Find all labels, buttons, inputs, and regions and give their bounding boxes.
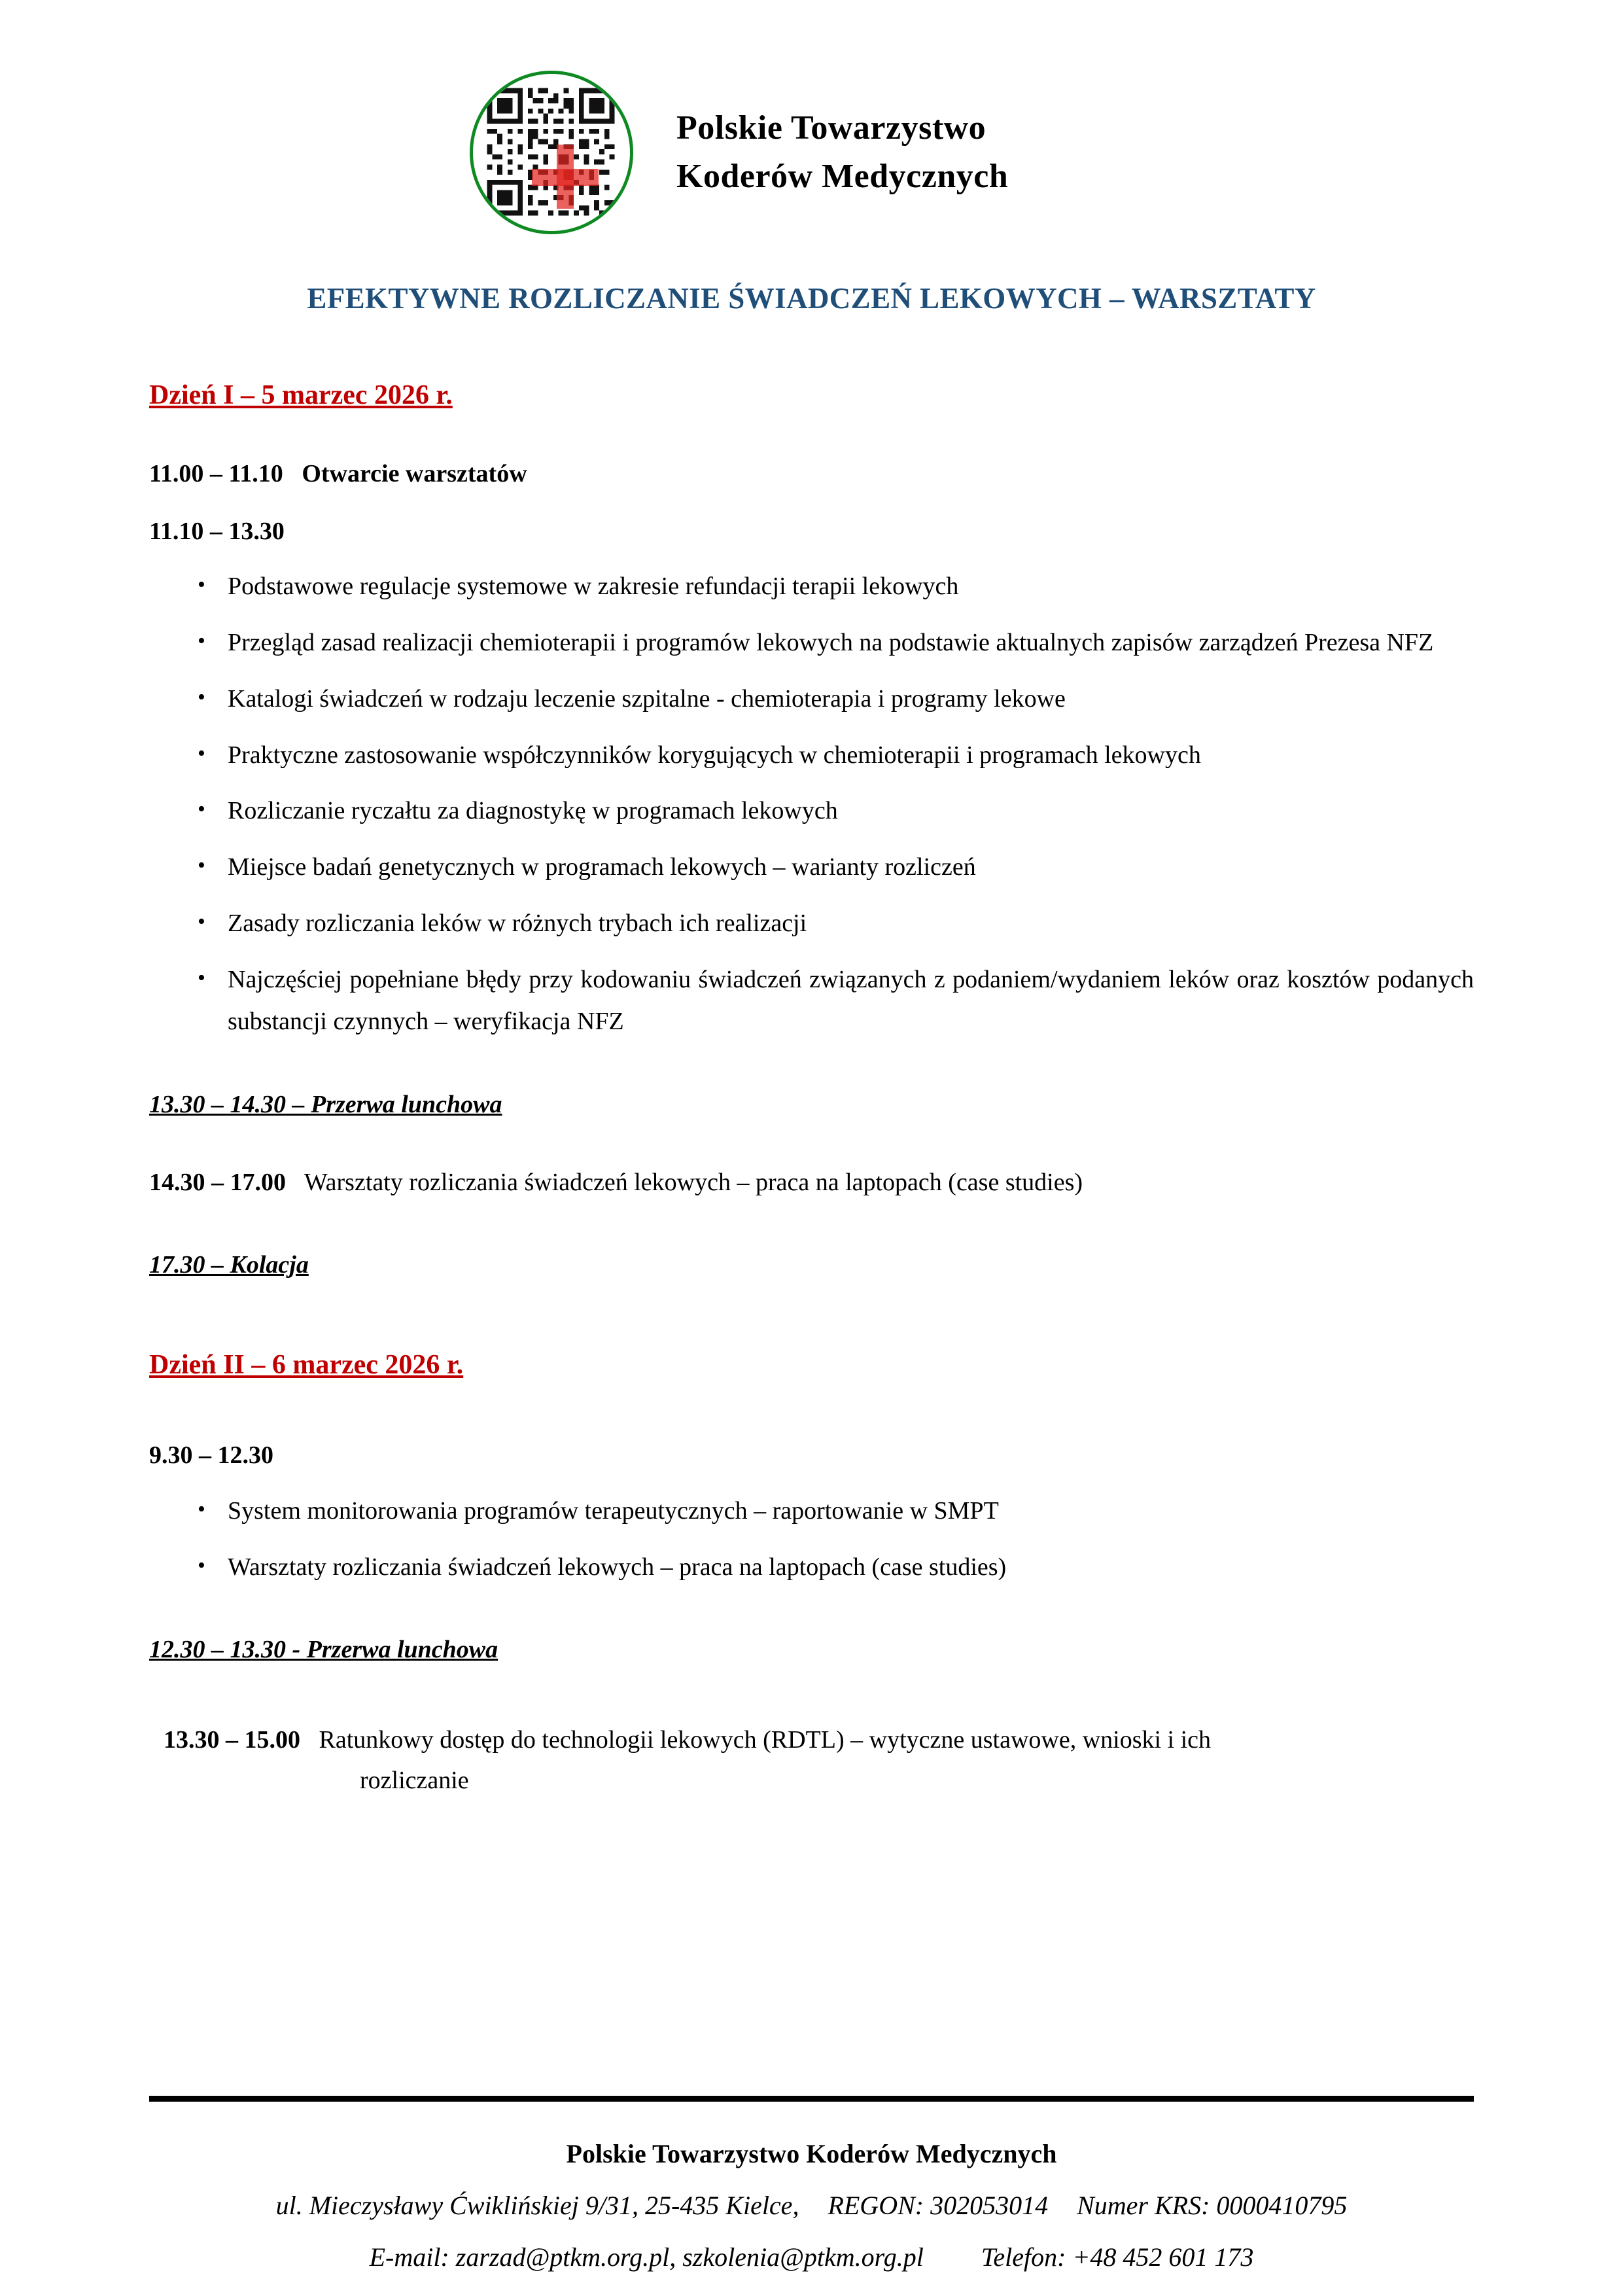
day-1-heading: Dzień I – 5 marzec 2026 r. [149,380,453,410]
day-2-afternoon-slot [149,1720,1474,1801]
footer-phone[interactable]: Telefon: +48 452 601 173 [981,2242,1254,2272]
list-item: • Katalogi świadczeń w rodzaju leczenie szpitalne - chemioterapia i programy lekowe [149,679,1474,720]
day-1-opening-time: 11.00 – 11.10 [149,460,283,488]
day-1-afternoon-time: 14.30 – 17.00 [149,1169,286,1197]
footer-regon: REGON: 302053014 [828,2191,1049,2220]
day-2-morning-slot [149,1436,1474,1476]
day-2-heading: Dzień II – 6 marzec 2026 r. [149,1350,464,1381]
list-item: • System monitorowania programów terapeutycznych – raportowanie w SMPT [149,1491,1474,1532]
logo-oval-border [470,71,633,234]
list-item: • Warsztaty rozliczania świadczeń lekowych – praca na laptopach (case studies) [149,1547,1474,1589]
ptkm-logo [470,71,633,234]
day-2-afternoon-desc: Ratunkowy dostęp do technologii lekowych (RDTL) – wytyczne ustawowe, wnioski i ich [319,1726,1212,1754]
day-2-afternoon-desc-cont: rozliczanie [360,1766,469,1794]
red-cross-icon-bar [532,169,599,186]
day-2-section [149,1285,1474,1801]
organization-name [676,104,1008,201]
day-2-afternoon-time: 13.30 – 15.00 [164,1726,300,1754]
footer-address-line [0,2190,1623,2221]
day-2-topic-list [149,1491,1474,1589]
list-item: • Podstawowe regulacje systemowe w zakresie refundacji terapii lekowych [149,566,1474,608]
day-1-section [149,315,1474,1285]
day-1-topic-list [149,566,1474,1042]
day-1-opening-desc: Otwarcie warsztatów [302,460,527,488]
organization-name-line2: Koderów Medycznych [676,158,1009,195]
list-item: • Praktyczne zastosowanie współczynników korygujących w chemioterapii i programach lekowych [149,735,1474,777]
footer-krs: Numer KRS: 0000410795 [1077,2191,1348,2220]
list-item: • Rozliczanie ryczałtu za diagnostykę w programach lekowych [149,790,1474,832]
day-1-afternoon-slot [149,1163,1474,1203]
day-1-dinner: 17.30 – Kolacja [149,1250,309,1279]
list-item: • Miejsce badań genetycznych w programach lekowych – warianty rozliczeń [149,847,1474,889]
qr-code-icon [477,78,625,226]
document-body [0,315,1623,1801]
day-1-afternoon-desc: Warsztaty rozliczania świadczeń lekowych – praca na laptopach (case studies) [304,1169,1083,1197]
footer-contact-line [0,2242,1623,2272]
list-item: • Najczęściej popełniane błędy przy kodowaniu świadczeń związanych z podaniem/wydaniem leków oraz kosztów podanych substancji czynnych – weryfikacja NFZ [149,959,1474,1043]
document-footer [0,2096,1623,2296]
day-1-morning-time: 11.10 – 13.30 [149,517,285,545]
document-header [0,0,1623,234]
footer-organization: Polskie Towarzystwo Koderów Medycznych [566,2139,1057,2168]
footer-email[interactable]: E-mail: zarzad@ptkm.org.pl, szkolenia@ptkm.org.pl [369,2242,924,2272]
list-item: • Przegląd zasad realizacji chemioterapii i programów lekowych na podstawie aktualnych zapisów zarządzeń Prezesa NFZ [149,622,1474,664]
day-2-morning-time: 9.30 – 12.30 [149,1441,273,1470]
organization-name-line1: Polskie Towarzystwo [676,109,986,147]
day-1-morning-slot [149,512,1474,552]
day-1-lunch-break: 13.30 – 14.30 – Przerwa lunchowa [149,1090,502,1118]
day-2-lunch-break: 12.30 – 13.30 - Przerwa lunchowa [149,1636,498,1664]
list-item: • Zasady rozliczania leków w różnych trybach ich realizacji [149,903,1474,945]
day-1-opening-slot [149,454,1474,495]
page-title: EFEKTYWNE ROZLICZANIE ŚWIADCZEŃ LEKOWYCH – WARSZTATY [307,282,1316,315]
footer-divider [149,2096,1474,2102]
footer-address: ul. Mieczysławy Ćwiklińskiej 9/31, 25-435 Kielce, [275,2191,799,2220]
